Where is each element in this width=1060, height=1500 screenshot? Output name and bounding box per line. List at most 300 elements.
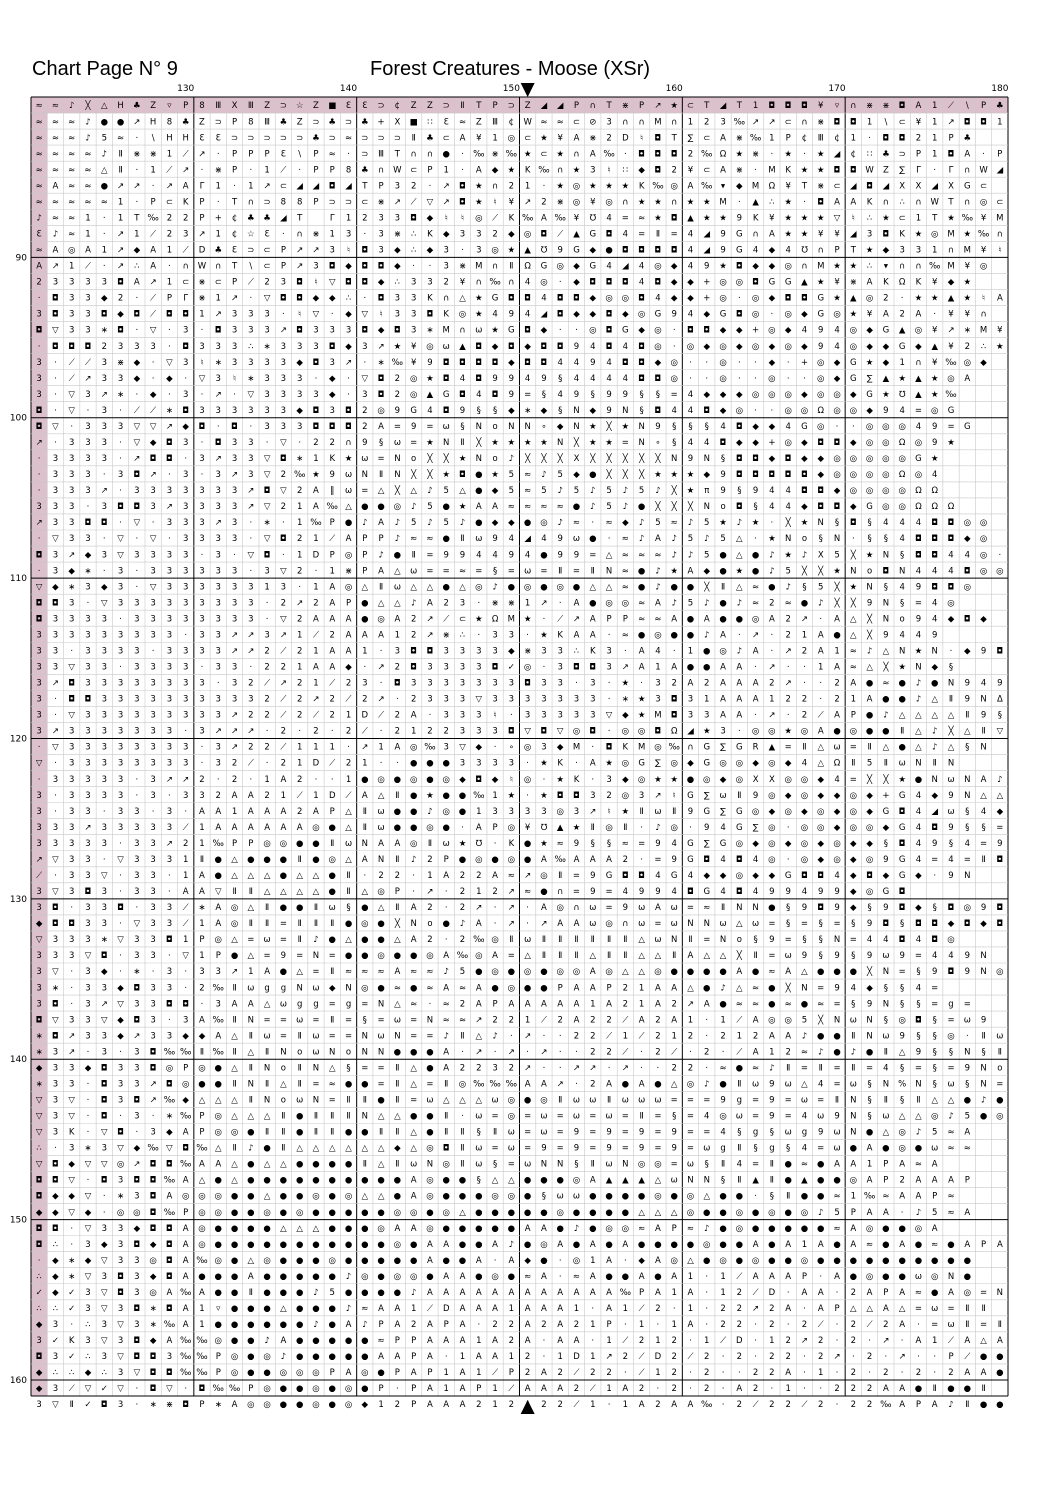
- stitch-symbol: 3: [53, 566, 58, 576]
- stitch-symbol: ·: [298, 438, 301, 448]
- stitch-symbol: ·: [184, 967, 187, 977]
- stitch-symbol: A: [671, 1400, 677, 1410]
- stitch-symbol: ‰: [164, 1208, 175, 1218]
- stitch-symbol: 1: [818, 663, 823, 673]
- stitch-symbol: ◎: [361, 983, 368, 993]
- stitch-symbol: A: [313, 614, 319, 624]
- stitch-symbol: ●: [964, 1384, 971, 1394]
- stitch-symbol: ●: [329, 1176, 336, 1186]
- stitch-symbol: =: [589, 550, 596, 560]
- stitch-symbol: ◆: [817, 775, 824, 785]
- stitch-symbol: 1: [330, 743, 335, 753]
- stitch-symbol: =: [361, 486, 368, 496]
- stitch-symbol: 2: [802, 711, 807, 721]
- stitch-symbol: ·: [738, 197, 741, 207]
- stitch-symbol: ≈: [378, 1336, 385, 1346]
- stitch-symbol: P: [493, 999, 498, 1009]
- stitch-symbol: ◘: [459, 358, 466, 368]
- stitch-symbol: ·: [461, 823, 464, 833]
- stitch-symbol: g: [297, 999, 302, 1009]
- stitch-symbol: ●: [719, 1079, 726, 1089]
- stitch-symbol: 3: [216, 999, 221, 1009]
- stitch-symbol: ●: [524, 1176, 531, 1186]
- stitch-symbol: 1: [769, 1336, 774, 1346]
- stitch-symbol: ↗: [215, 518, 222, 528]
- stitch-symbol: ω: [882, 1112, 889, 1122]
- stitch-symbol: ≈: [524, 887, 531, 897]
- stitch-symbol: P: [883, 1288, 888, 1298]
- stitch-symbol: △: [817, 743, 824, 753]
- stitch-symbol: 3: [102, 679, 107, 689]
- stitch-symbol: 4: [899, 630, 904, 640]
- stitch-symbol: Ⅱ: [232, 983, 236, 993]
- stitch-symbol: 3: [199, 534, 204, 544]
- stitch-symbol: N: [622, 1160, 628, 1170]
- stitch-symbol: ◘: [573, 663, 580, 673]
- stitch-symbol: =: [703, 1128, 710, 1138]
- stitch-symbol: 4: [688, 406, 693, 416]
- stitch-symbol: +: [801, 358, 808, 368]
- stitch-symbol: ◆: [573, 262, 580, 272]
- stitch-symbol: 3: [85, 1336, 90, 1346]
- stitch-symbol: T: [361, 181, 368, 191]
- stitch-symbol: A: [964, 374, 970, 384]
- stitch-symbol: ●: [247, 1320, 254, 1330]
- stitch-symbol: N: [362, 1112, 368, 1122]
- stitch-symbol: ◎: [736, 839, 743, 849]
- stitch-symbol: A: [574, 1336, 580, 1346]
- stitch-symbol: ◘: [101, 1112, 108, 1122]
- stitch-symbol: ω: [508, 1144, 515, 1154]
- stitch-symbol: ‰: [620, 1288, 631, 1298]
- stitch-symbol: ●: [361, 775, 368, 785]
- stitch-symbol: ★: [459, 454, 467, 464]
- stitch-symbol: ★: [882, 390, 890, 400]
- stitch-symbol: P: [248, 149, 253, 159]
- stitch-symbol: A: [688, 1288, 694, 1298]
- stitch-symbol: 3: [444, 663, 449, 673]
- stitch-symbol: ·: [705, 1031, 708, 1041]
- stitch-symbol: ω: [850, 1015, 857, 1025]
- stitch-symbol: ·: [38, 342, 41, 352]
- stitch-symbol: △: [248, 1256, 255, 1266]
- stitch-symbol: ●: [964, 1096, 971, 1106]
- stitch-symbol: 9: [590, 358, 595, 368]
- stitch-symbol: ♣: [426, 133, 434, 143]
- stitch-symbol: ●: [768, 1224, 775, 1234]
- stitch-symbol: ¥: [460, 278, 466, 288]
- stitch-symbol: 2: [899, 310, 904, 320]
- stitch-symbol: ⟋: [329, 759, 336, 769]
- stitch-symbol: ◘: [638, 871, 645, 881]
- stitch-symbol: ●: [247, 1240, 254, 1250]
- stitch-symbol: 5: [834, 1208, 839, 1218]
- stitch-symbol: ◎: [768, 791, 775, 801]
- stitch-symbol: ·: [836, 1336, 839, 1346]
- stitch-symbol: ◎: [654, 630, 661, 640]
- stitch-symbol: Ⅱ: [330, 919, 334, 929]
- stitch-symbol: ≈: [524, 470, 531, 480]
- stitch-symbol: Ⅱ: [933, 1384, 937, 1394]
- stitch-symbol: 2: [183, 839, 188, 849]
- stitch-symbol: 1: [525, 598, 530, 608]
- row-number-label: 160: [10, 1376, 27, 1386]
- stitch-symbol: ●: [605, 1240, 612, 1250]
- stitch-symbol: ¥: [818, 101, 824, 111]
- stitch-symbol: ω: [947, 1079, 954, 1089]
- stitch-symbol: 3: [102, 1144, 107, 1154]
- stitch-symbol: 4: [655, 646, 660, 656]
- stitch-symbol: ↗: [540, 598, 547, 608]
- stitch-symbol: 4: [688, 871, 693, 881]
- stitch-symbol: A: [867, 278, 873, 288]
- stitch-symbol: ◆: [769, 294, 776, 304]
- stitch-symbol: ·: [315, 374, 318, 384]
- stitch-symbol: 3: [199, 566, 204, 576]
- stitch-symbol: ●: [443, 149, 450, 159]
- stitch-symbol: A: [639, 1400, 645, 1410]
- stitch-symbol: =: [329, 1031, 336, 1041]
- stitch-symbol: 1: [378, 1400, 383, 1410]
- stitch-symbol: ♣: [133, 101, 141, 111]
- stitch-symbol: ◎: [850, 807, 857, 817]
- stitch-symbol: N: [329, 1047, 335, 1057]
- stitch-symbol: △: [264, 887, 271, 897]
- stitch-symbol: 4: [525, 278, 530, 288]
- stitch-symbol: 4: [606, 262, 611, 272]
- stitch-symbol: A: [818, 727, 824, 737]
- stitch-symbol: ‰: [147, 213, 158, 223]
- stitch-symbol: ◎: [426, 823, 433, 833]
- stitch-symbol: A: [541, 1304, 547, 1314]
- stitch-symbol: N: [427, 1015, 433, 1025]
- stitch-symbol: 1: [297, 550, 302, 560]
- stitch-symbol: =: [410, 1096, 417, 1106]
- stitch-symbol: ◎: [556, 807, 563, 817]
- stitch-symbol: ·: [70, 1320, 73, 1330]
- stitch-symbol: Ⅱ: [672, 807, 676, 817]
- stitch-symbol: 9: [965, 1063, 970, 1073]
- stitch-symbol: A: [932, 1176, 938, 1186]
- stitch-symbol: ●: [263, 1320, 270, 1330]
- stitch-symbol: =: [426, 566, 433, 576]
- stitch-symbol: 3: [134, 1112, 139, 1122]
- stitch-symbol: =: [361, 1063, 368, 1073]
- stitch-symbol: ★: [670, 775, 678, 785]
- stitch-symbol: ¥: [981, 213, 987, 223]
- stitch-symbol: ◘: [703, 855, 710, 865]
- stitch-symbol: ●: [524, 983, 531, 993]
- stitch-symbol: ⟋: [492, 213, 499, 223]
- stitch-symbol: 5: [606, 502, 611, 512]
- stitch-symbol: §: [867, 1096, 871, 1106]
- stitch-symbol: ·: [754, 711, 757, 721]
- stitch-symbol: 9: [769, 1112, 774, 1122]
- stitch-symbol: ▽: [280, 614, 287, 624]
- stitch-symbol: ·: [543, 1063, 546, 1073]
- stitch-symbol: ≈: [882, 1192, 889, 1202]
- stitch-symbol: ◆: [394, 246, 401, 256]
- stitch-symbol: ◆: [883, 823, 890, 833]
- stitch-symbol: A: [199, 871, 205, 881]
- stitch-symbol: ◆: [687, 294, 694, 304]
- stitch-symbol: 3: [150, 951, 155, 961]
- stitch-symbol: ●: [459, 855, 466, 865]
- stitch-symbol: ·: [135, 775, 138, 785]
- stitch-symbol: ◘: [834, 438, 841, 448]
- stitch-symbol: ◎: [866, 1272, 873, 1282]
- stitch-symbol: △: [866, 663, 873, 673]
- stitch-symbol: Ⅱ: [737, 1144, 741, 1154]
- stitch-symbol: A: [53, 246, 59, 256]
- stitch-symbol: ◢: [834, 149, 841, 159]
- stitch-symbol: A: [850, 197, 856, 207]
- stitch-symbol: Γ: [183, 294, 188, 304]
- stitch-symbol: ◆: [638, 326, 645, 336]
- stitch-symbol: ◢: [931, 181, 938, 191]
- stitch-symbol: A: [590, 630, 596, 640]
- stitch-symbol: 4: [899, 518, 904, 528]
- stitch-symbol: ▽: [166, 1384, 173, 1394]
- stitch-symbol: ★: [654, 213, 662, 223]
- stitch-symbol: ▽: [264, 470, 271, 480]
- stitch-symbol: ◘: [182, 999, 189, 1009]
- stitch-symbol: ●: [833, 1176, 840, 1186]
- stitch-symbol: ◎: [329, 855, 336, 865]
- stitch-symbol: ω: [964, 1015, 971, 1025]
- stitch-symbol: ✓: [68, 1352, 75, 1362]
- stitch-symbol: 9: [655, 887, 660, 897]
- stitch-symbol: ◎: [687, 1192, 694, 1202]
- stitch-symbol: 2: [199, 775, 204, 785]
- stitch-symbol: 3: [525, 695, 530, 705]
- stitch-symbol: ↗: [68, 1047, 75, 1057]
- stitch-symbol: ●: [475, 1224, 482, 1234]
- stitch-symbol: ◘: [329, 342, 336, 352]
- stitch-symbol: 3: [53, 1096, 58, 1106]
- stitch-symbol: Ⅱ: [412, 550, 416, 560]
- stitch-symbol: 4: [916, 630, 921, 640]
- stitch-symbol: ★: [491, 470, 499, 480]
- stitch-symbol: 2: [818, 1400, 823, 1410]
- stitch-symbol: ●: [654, 1272, 661, 1282]
- stitch-symbol: ⟋: [508, 1384, 515, 1394]
- stitch-symbol: P: [379, 181, 384, 191]
- stitch-symbol: ≈: [638, 550, 645, 560]
- stitch-symbol: ∑: [720, 807, 726, 817]
- stitch-symbol: Ⅱ: [70, 1400, 74, 1410]
- stitch-symbol: ★: [833, 566, 841, 576]
- stitch-symbol: △: [378, 1144, 385, 1154]
- stitch-symbol: ◎: [394, 502, 401, 512]
- stitch-symbol: 2: [737, 1400, 742, 1410]
- stitch-symbol: ◆: [866, 342, 873, 352]
- stitch-symbol: ·: [103, 566, 106, 576]
- stitch-symbol: 9: [281, 951, 286, 961]
- stitch-symbol: 3: [134, 855, 139, 865]
- stitch-symbol: ♪: [818, 598, 823, 608]
- stitch-symbol: ↗: [785, 679, 792, 689]
- stitch-symbol: ¥: [785, 181, 791, 191]
- stitch-symbol: 2: [606, 133, 611, 143]
- stitch-symbol: ℧: [541, 823, 548, 833]
- stitch-symbol: ♪: [313, 935, 318, 945]
- stitch-symbol: ↗: [68, 1031, 75, 1041]
- stitch-symbol: 2: [411, 630, 416, 640]
- stitch-symbol: ·: [87, 1079, 90, 1089]
- stitch-symbol: ⟋: [671, 1047, 678, 1057]
- stitch-symbol: 3: [36, 663, 41, 673]
- stitch-symbol: Ɛ: [444, 117, 449, 127]
- stitch-symbol: A: [916, 1176, 922, 1186]
- stitch-symbol: ◘: [52, 294, 59, 304]
- stitch-symbol: 5: [688, 534, 693, 544]
- stitch-symbol: ●: [345, 1224, 352, 1234]
- stitch-symbol: 3: [118, 630, 123, 640]
- stitch-symbol: ‰: [864, 1192, 875, 1202]
- stitch-symbol: △: [883, 743, 890, 753]
- stitch-symbol: 3: [53, 935, 58, 945]
- stitch-symbol: ·: [689, 1368, 692, 1378]
- stitch-symbol: ≈: [117, 133, 124, 143]
- stitch-symbol: 9: [883, 855, 888, 865]
- stitch-symbol: ·: [754, 1336, 757, 1346]
- stitch-symbol: ●: [475, 486, 482, 496]
- stitch-symbol: 2: [395, 727, 400, 737]
- stitch-symbol: =: [638, 230, 645, 240]
- stitch-symbol: ·: [103, 262, 106, 272]
- stitch-symbol: 3: [69, 518, 74, 528]
- stitch-symbol: ♣: [182, 117, 190, 127]
- stitch-symbol: Ⅱ: [265, 919, 269, 929]
- stitch-symbol: ◎: [410, 839, 417, 849]
- stitch-symbol: ●: [638, 1240, 645, 1250]
- stitch-symbol: ●: [817, 1192, 824, 1202]
- stitch-symbol: 9: [834, 951, 839, 961]
- stitch-symbol: ▽: [36, 1112, 43, 1122]
- stitch-symbol: N: [687, 919, 693, 929]
- stitch-symbol: 1: [688, 646, 693, 656]
- stitch-symbol: ◆: [850, 390, 857, 400]
- stitch-symbol: π: [704, 486, 709, 496]
- stitch-symbol: A: [541, 1272, 547, 1282]
- stitch-symbol: ◘: [443, 406, 450, 416]
- stitch-symbol: ℧: [590, 213, 597, 223]
- stitch-symbol: =: [931, 999, 938, 1009]
- stitch-symbol: ◘: [459, 470, 466, 480]
- stitch-symbol: ♪: [427, 807, 432, 817]
- stitch-symbol: 5: [655, 518, 660, 528]
- stitch-symbol: ·: [380, 727, 383, 737]
- stitch-symbol: N: [362, 1031, 368, 1041]
- stitch-symbol: ·: [738, 1368, 741, 1378]
- stitch-symbol: G: [573, 246, 580, 256]
- stitch-symbol: ●: [638, 582, 645, 592]
- stitch-symbol: A: [557, 1320, 563, 1330]
- stitch-symbol: ●: [231, 1272, 238, 1282]
- stitch-symbol: ∩: [622, 919, 628, 929]
- stitch-symbol: §: [900, 550, 904, 560]
- stitch-symbol: 3: [281, 390, 286, 400]
- stitch-symbol: ·: [70, 999, 73, 1009]
- stitch-symbol: ★: [508, 438, 516, 448]
- stitch-symbol: ◎: [817, 374, 824, 384]
- stitch-symbol: Ω: [931, 502, 938, 512]
- stitch-symbol: 3: [655, 679, 660, 689]
- stitch-symbol: ·: [543, 1336, 546, 1346]
- stitch-symbol: ◆: [866, 326, 873, 336]
- stitch-symbol: A: [590, 759, 596, 769]
- stitch-symbol: ●: [329, 1352, 336, 1362]
- stitch-symbol: 1: [932, 101, 937, 111]
- stitch-symbol: 3: [102, 550, 107, 560]
- stitch-symbol: +: [215, 213, 222, 223]
- stitch-symbol: A: [411, 711, 417, 721]
- stitch-symbol: ·: [87, 598, 90, 608]
- stitch-symbol: △: [231, 1031, 238, 1041]
- stitch-symbol: ●: [491, 1224, 498, 1234]
- stitch-symbol: §: [819, 534, 823, 544]
- stitch-symbol: o: [900, 614, 905, 624]
- stitch-symbol: =: [540, 566, 547, 576]
- stitch-symbol: N: [883, 614, 889, 624]
- stitch-symbol: =: [671, 230, 678, 240]
- stitch-symbol: 3: [541, 679, 546, 689]
- stitch-symbol: ∴: [574, 646, 579, 656]
- stitch-symbol: 3: [720, 727, 725, 737]
- stitch-symbol: A: [150, 262, 156, 272]
- stitch-symbol: ▽: [68, 1096, 75, 1106]
- stitch-symbol: N: [850, 566, 856, 576]
- stitch-symbol: ●: [524, 518, 531, 528]
- stitch-symbol: ↗: [378, 695, 385, 705]
- stitch-symbol: ⟋: [150, 294, 157, 304]
- stitch-symbol: ·: [771, 630, 774, 640]
- stitch-symbol: ●: [280, 855, 287, 865]
- stitch-symbol: 3: [248, 310, 253, 320]
- stitch-symbol: ·: [380, 759, 383, 769]
- stitch-symbol: ω: [605, 1112, 612, 1122]
- stitch-symbol: ↗: [475, 903, 482, 913]
- stitch-symbol: G: [850, 374, 857, 384]
- stitch-symbol: ≈: [426, 983, 433, 993]
- stitch-symbol: 3: [590, 695, 595, 705]
- stitch-symbol: ◆: [557, 422, 564, 432]
- stitch-symbol: 9: [623, 390, 628, 400]
- stitch-symbol: 3: [216, 646, 221, 656]
- stitch-symbol: T: [801, 181, 808, 191]
- stitch-symbol: 4: [916, 823, 921, 833]
- stitch-symbol: 9: [834, 1112, 839, 1122]
- stitch-symbol: 2: [883, 294, 888, 304]
- stitch-symbol: §: [705, 422, 709, 432]
- stitch-symbol: 3: [150, 887, 155, 897]
- stitch-symbol: △: [231, 1176, 238, 1186]
- stitch-symbol: ●: [540, 887, 547, 897]
- stitch-symbol: ◎: [215, 1256, 222, 1266]
- stitch-symbol: ╳: [394, 485, 401, 496]
- stitch-symbol: ·: [836, 1400, 839, 1410]
- stitch-symbol: ╳: [882, 662, 889, 673]
- stitch-symbol: ·: [901, 1208, 904, 1218]
- stitch-symbol: ★: [866, 358, 874, 368]
- stitch-symbol: ·: [624, 1320, 627, 1330]
- stitch-symbol: 4: [769, 486, 774, 496]
- stitch-symbol: ·: [738, 727, 741, 737]
- stitch-symbol: ≈: [524, 1272, 531, 1282]
- stitch-symbol: ◆: [394, 1144, 401, 1154]
- stitch-symbol: ◘: [948, 149, 955, 159]
